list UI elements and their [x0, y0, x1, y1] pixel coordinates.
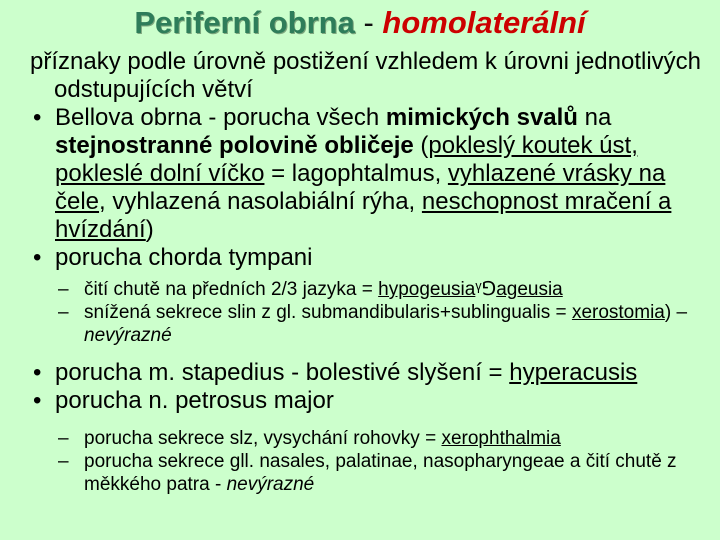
title-separator: -	[354, 5, 383, 40]
glands-text: porucha sekrece gll. nasales, palatinae, nasopharyngeae a čití chutě z měkkého patra -	[84, 451, 677, 495]
bell-underlined-symptom: neschopnost mračení a hvízdání	[55, 188, 672, 243]
slide-content	[0, 48, 720, 496]
bell-underlined-symptom: pokleslý koutek úst, pokleslé dolní víčko	[55, 132, 638, 187]
bell-bold-muscles: mimických svalů	[385, 104, 578, 131]
intro-text	[0, 48, 706, 104]
bell-text: = lagophtalmus,	[264, 160, 448, 187]
taste-text: čití chutě na předních 2/3 jazyka =	[84, 279, 379, 300]
saliva-text: snížená sekrece slin z gl. submandibularis+sublingualis =	[84, 302, 572, 323]
bell-text: Bellova obrna - porucha všech	[55, 104, 386, 131]
sub-item-glands	[0, 450, 704, 496]
taste-ageusia: ageusia	[496, 279, 563, 300]
tears-xerophthalmia: xerophthalmia	[441, 428, 561, 449]
stapedius-text: porucha m. stapedius - bolestivé slyšení =	[55, 359, 510, 386]
chorda-label: porucha chorda tympani	[55, 244, 313, 271]
tears-text: porucha sekrece slz, vysychání rohovky =	[84, 428, 442, 449]
taste-symbol: ᵞ⅁	[475, 279, 497, 300]
bullet-petrosus	[0, 387, 706, 415]
bell-text: , vyhlazená nasolabiální rýha,	[99, 188, 422, 215]
sub-item-taste	[0, 278, 704, 301]
bullet-chorda	[0, 244, 706, 272]
bullet-icon: •	[33, 104, 42, 131]
petrosus-label: porucha n. petrosus major	[55, 387, 334, 414]
sub-item-saliva	[0, 301, 704, 347]
intro-text-body: příznaky podle úrovně postižení vzhledem k úrovni jednotlivých odstupujících větví	[30, 48, 702, 103]
bell-text: (	[413, 132, 429, 159]
bullet-icon: •	[33, 244, 42, 271]
stapedius-hyperacusis: hyperacusis	[509, 359, 638, 386]
sub-item-tears	[0, 427, 704, 450]
title-main: Periferní obrna	[134, 5, 355, 40]
bullet-stapedius	[0, 359, 706, 387]
bell-bold-side: stejnostranné polovině obličeje	[55, 132, 414, 159]
bell-text: na	[577, 104, 612, 131]
title-emphasis: homolaterální	[382, 5, 586, 40]
glands-note: nevýrazné	[226, 474, 315, 495]
bullet-bell	[0, 104, 706, 244]
saliva-text: ) –	[664, 302, 688, 323]
taste-hypogeusia: hypogeusia	[378, 279, 476, 300]
dash-icon: –	[58, 279, 69, 300]
bell-underlined-symptom: vyhlazené vrásky na čele	[55, 160, 666, 215]
saliva-note: nevýrazné	[84, 325, 172, 346]
dash-icon: –	[58, 451, 69, 472]
bullet-icon: •	[33, 359, 42, 386]
bell-text: )	[145, 216, 154, 243]
dash-icon: –	[58, 428, 69, 449]
bullet-icon: •	[33, 387, 42, 414]
saliva-xerostomia: xerostomia	[571, 302, 665, 323]
slide-title	[0, 4, 720, 42]
dash-icon: –	[58, 302, 69, 323]
